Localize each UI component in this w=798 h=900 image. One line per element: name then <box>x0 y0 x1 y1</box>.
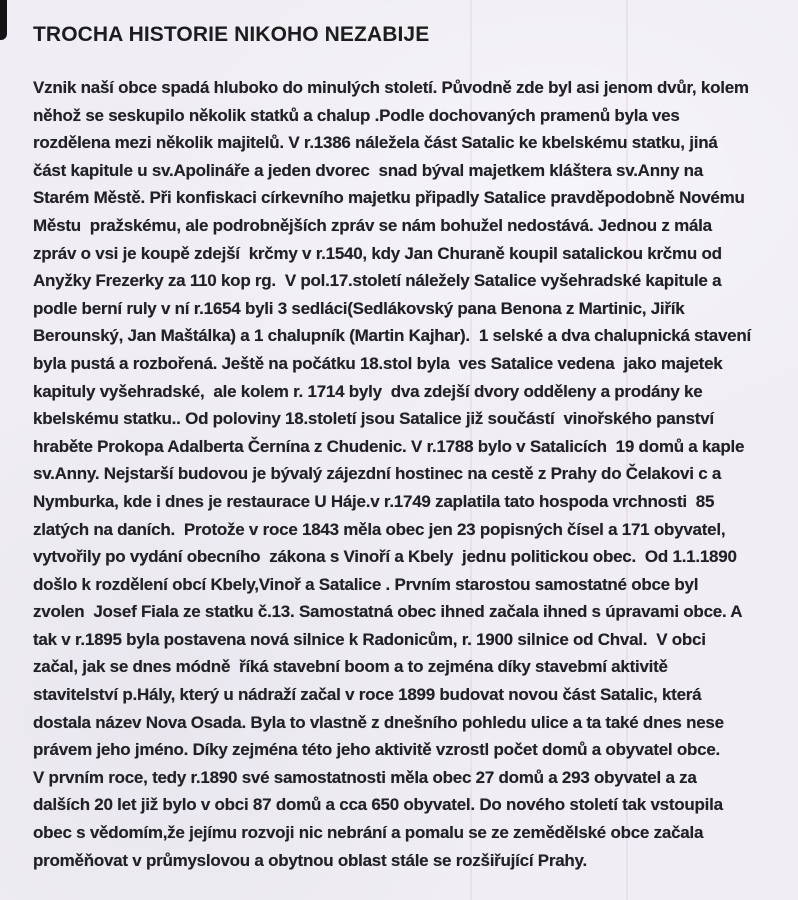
text-line: Vznik naší obce spadá hluboko do minulých století. Původně zde byl asi jenom dvůr, kolem <box>33 78 749 97</box>
text-line: Nymburka, kde i dnes je restaurace U Háje.v r.1749 zaplatila tato hospoda vrchnosti 85 <box>33 491 715 511</box>
text-line: proměňovat v průmyslovou a obytnou oblast stále se rozšiřující Prahy. <box>33 850 587 870</box>
text-line: právem jeho jméno. Díky zejména této jeho aktivitě vzrostl počet domů a obyvatel obce. <box>33 740 721 760</box>
text-line: sv.Anny. Nejstarší budovou je bývalý zájezdní hostinec na cestě z Prahy do Čelakovi c a <box>33 464 722 484</box>
text-line: dostala název Nova Osada. Byla to vlastně z dnešního pohledu ulice a ta také dnes nese <box>33 712 724 732</box>
text-line: zpráv o vsi je koupě zdejší krčmy v r.1540, kdy Jan Churaně koupil satalickou krčmu od <box>33 243 722 263</box>
text-line: začal, jak se dnes módně říká stavební boom a to zejména díky stavebmí aktivitě <box>33 657 668 677</box>
text-line: kbelskému statku.. Od poloviny 18.století jsou Satalice již součástí vinořského panství <box>33 409 714 429</box>
text-line: byla pustá a rozbořená. Ještě na počátku 18.stol byla ves Satalice vedena jako majetek <box>33 353 723 373</box>
text-line: tak v r.1895 byla postavena nová silnice k Radonicům, r. 1900 silnice od Chval. V obci <box>33 629 706 649</box>
text-line: vytvořily po vydání obecního zákona s Vinoří a Kbely jednu politickou obec. Od 1.1.1890 <box>33 547 737 567</box>
scan-artifact-corner-mark <box>0 0 7 40</box>
text-line: hraběte Prokopa Adalberta Černína z Chudenic. V r.1788 bylo v Satalicích 19 domů a kaple <box>33 436 745 456</box>
text-line: stavitelství p.Hály, který u nádraží začal v roce 1899 budovat novou část Satalic, která <box>33 685 702 705</box>
text-line: rozdělena mezi několik majitelů. V r.1386 náležela část Satalic ke kbelskému statku, jiná <box>33 133 718 153</box>
text-line: V prvním roce, tedy r.1890 své samostatnosti měla obec 27 domů a 293 obyvatel a za <box>33 767 697 787</box>
text-line: Berounský, Jan Maštálka) a 1 chalupník (Martin Kajhar). 1 selské a dva chalupnická stavení <box>33 326 751 346</box>
document-title: TROCHA HISTORIE NIKOHO NEZABIJE <box>33 23 430 46</box>
text-line: něhož se seskupilo několik statků a chalup .Podle dochovaných pramenů byla ves <box>33 105 680 125</box>
text-line: kapituly vyšehradské, ale kolem r. 1714 byly dva zdejší dvory odděleny a prodány ke <box>33 381 703 401</box>
text-line: Starém Městě. Při konfiskaci církevního majetku připadly Satalice pravděpodobně Novému <box>33 188 745 208</box>
text-line: došlo k rozdělení obcí Kbely,Vinoř a Satalice . Prvním starostou samostatné obce byl <box>33 574 699 594</box>
document-content <box>33 22 781 874</box>
text-line: Anyžky Frezerky za 110 kop rg. V pol.17.století náležely Satalice vyšehradské kapitule a <box>33 271 722 291</box>
text-line: část kapitule u sv.Apolináře a jeden dvorec snad býval majetkem kláštera sv.Anny na <box>33 160 703 180</box>
text-line: Městu pražskému, ale podrobnějších zpráv se nám bohužel nedostává. Jednou z mála <box>33 215 712 235</box>
text-line: dalších 20 let již bylo v obci 87 domů a cca 650 obyvatel. Do nového století tak vstoupila <box>33 795 723 815</box>
text-line: zlatých na daních. Protože v roce 1843 měla obec jen 23 popisných čísel a 171 obyvatel, <box>33 519 726 539</box>
text-line: podle berní ruly v ní r.1654 byli 3 sedláci(Sedlákovský pana Benona z Martinic, Jiřík <box>33 298 685 318</box>
text-line: obec s vědomím,že jejímu rozvoji nic nebrání a pomalu se ze zemědělské obce začala <box>33 823 704 843</box>
text-line: zvolen Josef Fiala ze statku č.13. Samostatná obec ihned začala ihned s úpravami obce. A <box>33 602 743 622</box>
document-body-paragraph <box>33 74 781 874</box>
